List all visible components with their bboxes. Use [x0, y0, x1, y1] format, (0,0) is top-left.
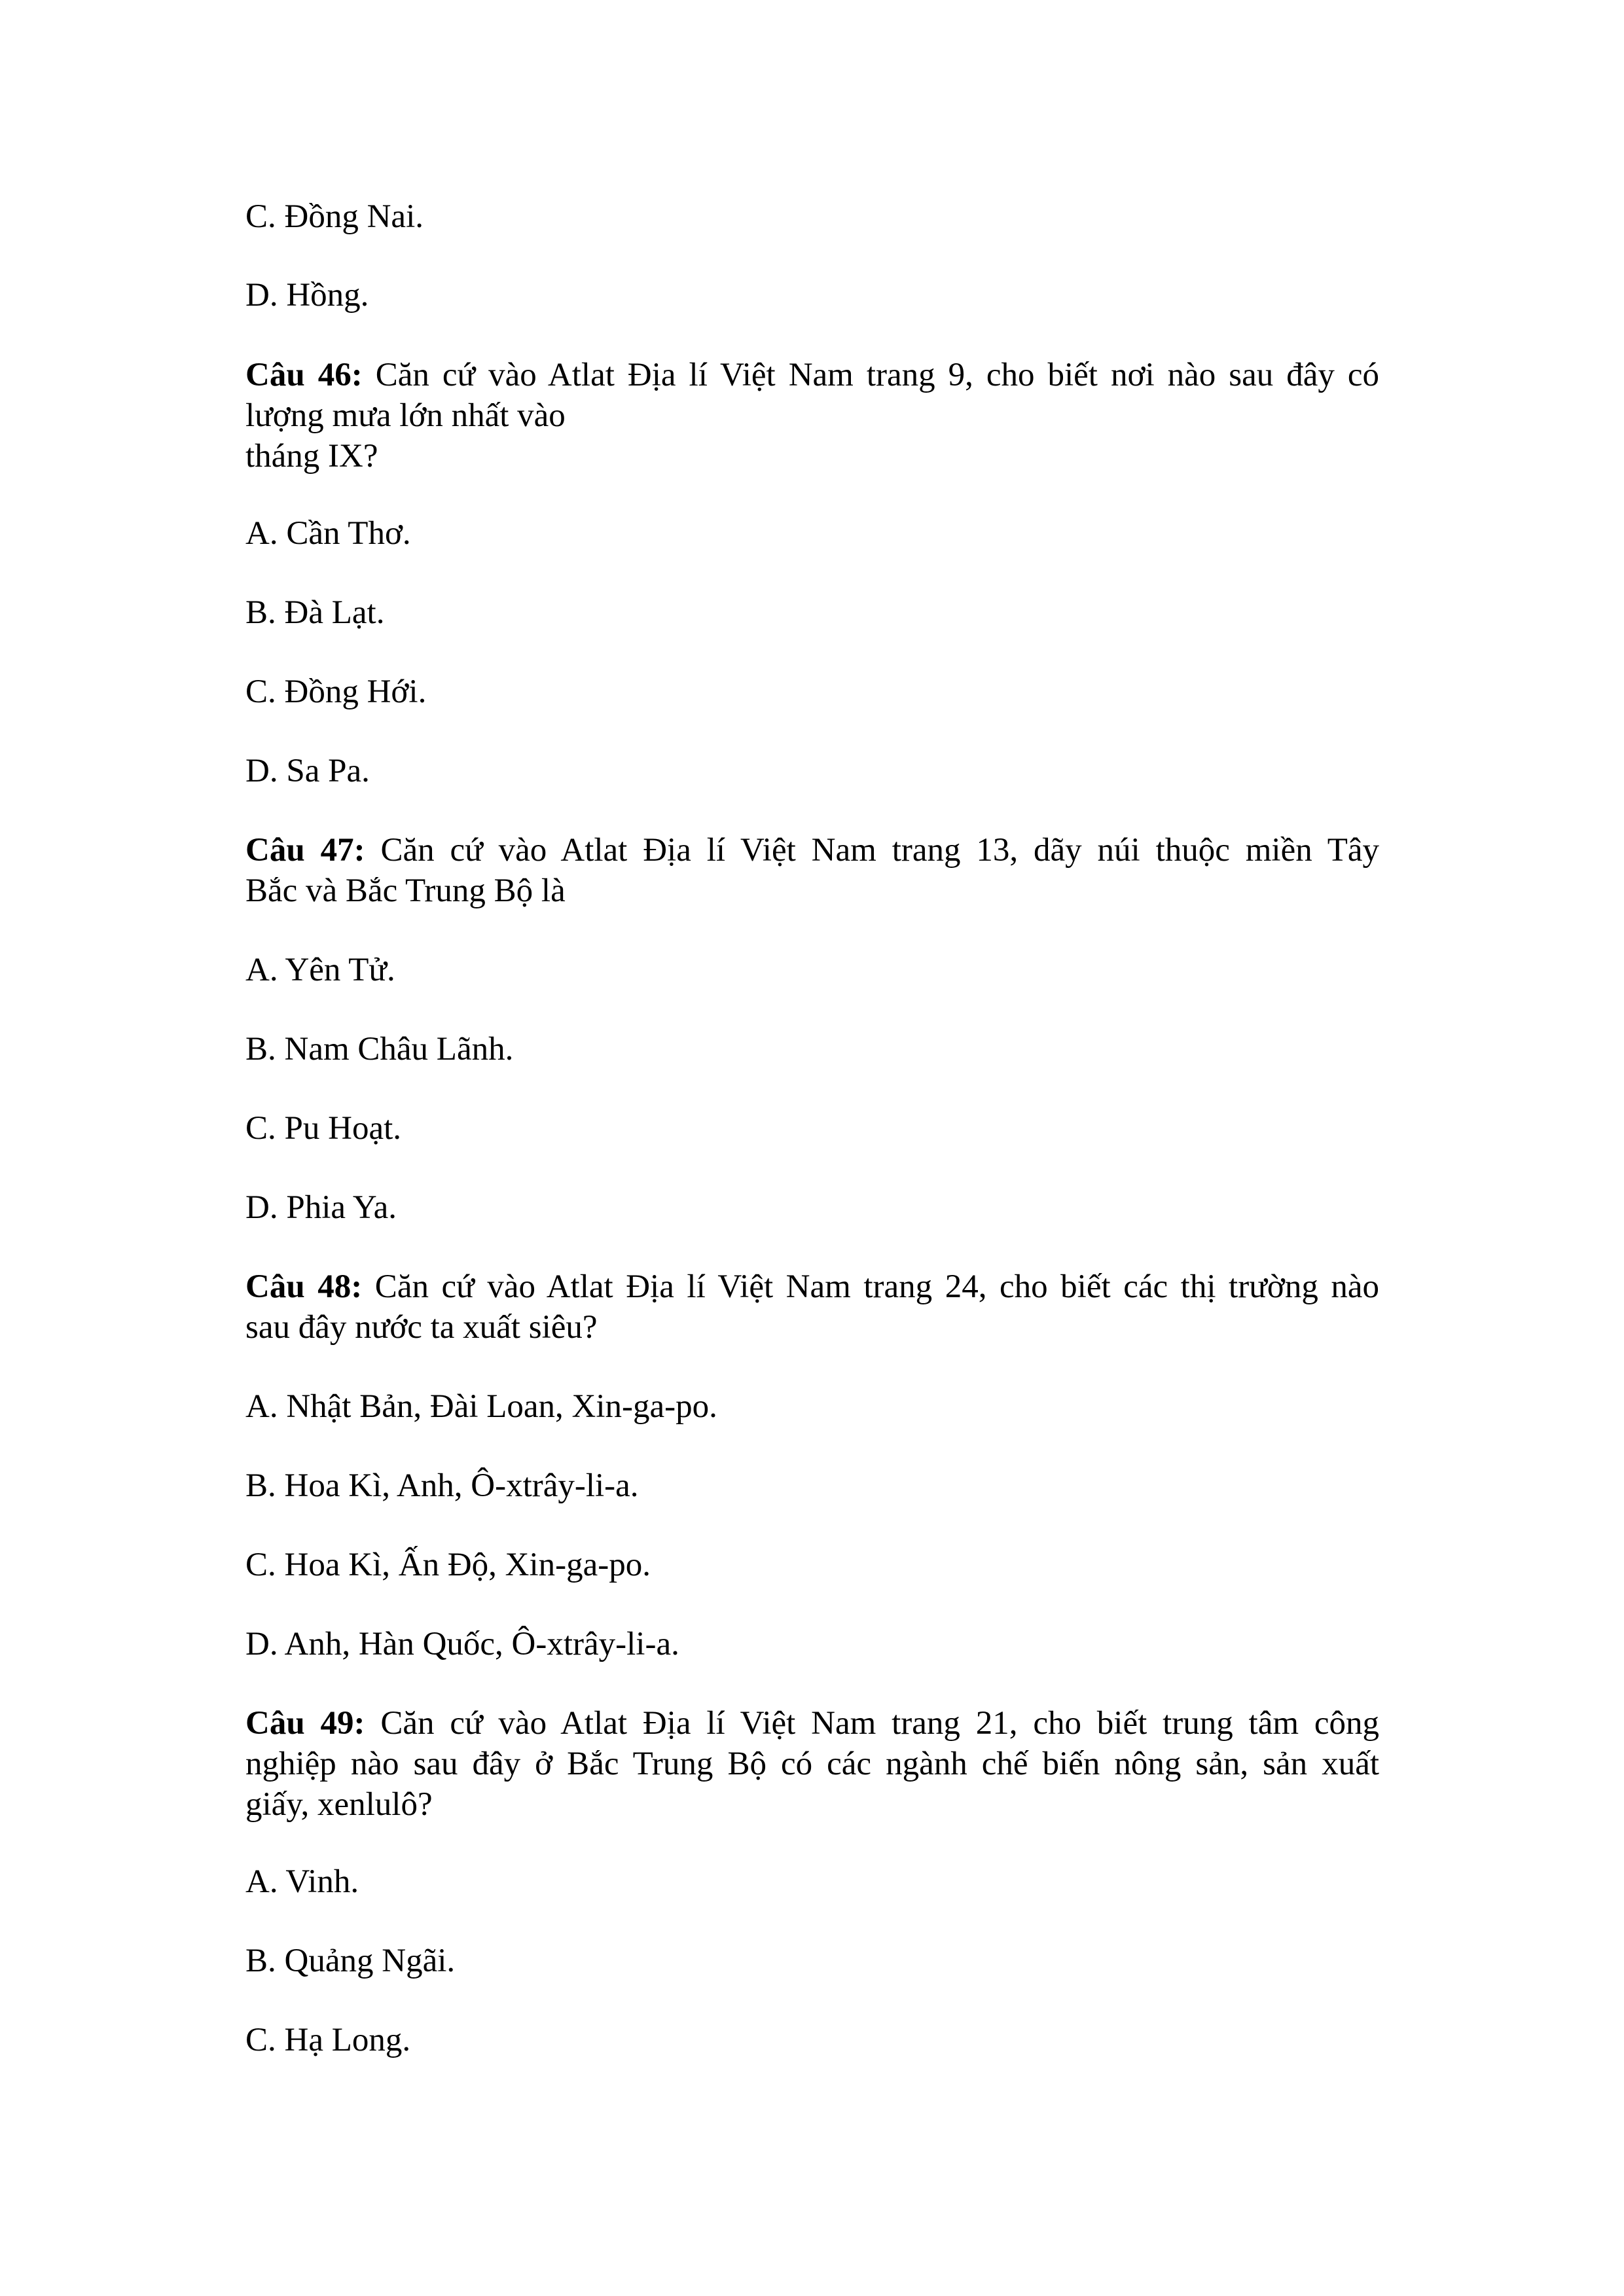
- question-46-line-2: lượng mưa lớn nhất vào: [245, 397, 566, 434]
- question-49-line-3: giấy, xenlulô?: [245, 1786, 433, 1823]
- answer-option: C. Đồng Nai.: [245, 198, 424, 235]
- question-46: [245, 355, 1379, 476]
- question-46-line-3: tháng IX?: [245, 438, 378, 475]
- question-49: [245, 1703, 1379, 1825]
- answer-option: C. Hoa Kì, Ấn Độ, Xin-ga-po.: [245, 1547, 651, 1583]
- answer-option: A. Vinh.: [245, 1863, 359, 1900]
- question-48-line-1: Câu 48: Căn cứ vào Atlat Địa lí Việt Nam trang 24, cho biết các thị trường nào: [245, 1268, 1379, 1305]
- answer-option: B. Đà Lạt.: [245, 594, 385, 631]
- question-47-label: Câu 47:: [245, 832, 365, 869]
- question-49-line-2: nghiệp nào sau đây ở Bắc Trung Bộ có các ngành chế biến nông sản, sản xuất: [245, 1746, 1379, 1782]
- question-46-label: Câu 46:: [245, 357, 363, 393]
- question-48-label: Câu 48:: [245, 1268, 363, 1305]
- answer-option: D. Hồng.: [245, 277, 369, 314]
- question-47-line-1: Câu 47: Căn cứ vào Atlat Địa lí Việt Nam trang 13, dãy núi thuộc miền Tây: [245, 832, 1379, 869]
- question-49-label: Câu 49:: [245, 1705, 365, 1742]
- answer-option: C. Đồng Hới.: [245, 673, 427, 710]
- question-47: [245, 830, 1379, 911]
- question-49-line-1: Câu 49: Căn cứ vào Atlat Địa lí Việt Nam trang 21, cho biết trung tâm công: [245, 1705, 1379, 1742]
- answer-option: A. Cần Thơ.: [245, 515, 411, 552]
- answer-option: B. Hoa Kì, Anh, Ô-xtrây-li-a.: [245, 1467, 639, 1504]
- answer-option: A. Yên Tử.: [245, 952, 395, 988]
- question-46-line-1: Câu 46: Căn cứ vào Atlat Địa lí Việt Nam trang 9, cho biết nơi nào sau đây có: [245, 357, 1380, 393]
- answer-option: C. Hạ Long.: [245, 2022, 411, 2058]
- answer-option: B. Nam Châu Lãnh.: [245, 1031, 514, 1067]
- answer-option: D. Sa Pa.: [245, 753, 370, 789]
- question-48: [245, 1266, 1379, 1348]
- question-48-line-2: sau đây nước ta xuất siêu?: [245, 1309, 598, 1346]
- answer-option: C. Pu Hoạt.: [245, 1110, 402, 1147]
- question-47-line-2: Bắc và Bắc Trung Bộ là: [245, 872, 566, 909]
- answer-option: A. Nhật Bản, Đài Loan, Xin-ga-po.: [245, 1388, 717, 1425]
- answer-option: D. Anh, Hàn Quốc, Ô-xtrây-li-a.: [245, 1626, 679, 1662]
- answer-option: B. Quảng Ngãi.: [245, 1943, 456, 1979]
- answer-option: D. Phia Ya.: [245, 1189, 397, 1226]
